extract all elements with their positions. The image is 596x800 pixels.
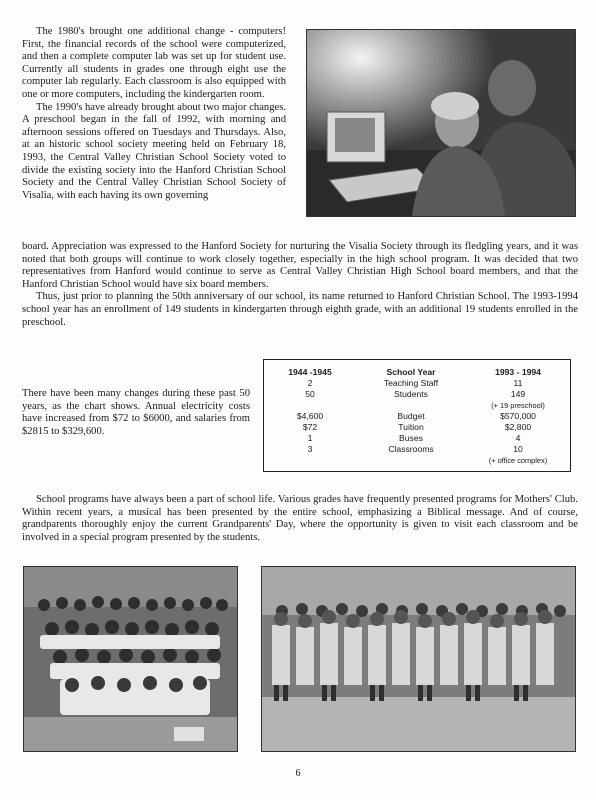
header-school-year: School Year (386, 367, 436, 377)
chart-cell-label (356, 455, 466, 466)
chart-cell-label: Buses (399, 433, 423, 443)
chart-cell-1993: (+ office complex) (488, 456, 548, 465)
chart-cell-1993: 11 (513, 378, 523, 388)
intro-column (22, 26, 286, 202)
chart-cell-1944: 2 (307, 378, 313, 388)
students-group-photo (261, 566, 576, 752)
paragraph-computers: The 1980's brought one additional change - computers! First, the financial records of the school were computerized, and then a complete computer lab was set up for student use. Currently all students in grades one through eight use the computer lab regularly. Each classroom is also equipped with one or more computers, including the kindergarten room. (22, 26, 286, 100)
chart-cell-1993: 10 (513, 444, 523, 454)
header-1993: 1993 - 1994 (495, 367, 541, 377)
chart-row (264, 389, 570, 400)
chart-cell-1993: 149 (510, 389, 526, 399)
paragraph-1990s: The 1990's have already brought about two major changes. A preschool began in the fall of 1992, with morning and afternoon sessions offered on Tuesdays and Thursdays. Also, at an historic school society meeting held on February 18, 1993, the Central Valley Christian School Society voted to divide the existing society into the Hanford Christian School Society and the Central Valley Christian School Society of Visalia, with each having its own governing (22, 101, 286, 201)
chart-cell-1944: 1 (307, 433, 313, 443)
paragraph-name-change: Thus, just prior to planning the 50th anniversary of our school, its name returned to Hanford Christian School. The 1993-1994 school year has an enrollment of 149 students in kindergarten through eighth grade, with an additional 19 students enrolled in the preschool. (22, 291, 578, 328)
governance-paragraph-continued (22, 241, 578, 329)
chart-row (264, 455, 570, 466)
chart-row (264, 444, 570, 455)
chart-cell-1944 (264, 400, 356, 411)
choir-photo (23, 566, 238, 752)
paragraph-board: board. Appreciation was expressed to the Hanford Society for nurturing the Visalia Society through its fledgling years, and it was noted that both groups will continue to work closely together, especially in the high school program. It was decided that two representatives from Hanford would continue to serve as Central Valley Christian High School board members, and that the Hanford Christian School would have six board members. (22, 241, 578, 290)
chart-cell-label: Students (394, 389, 428, 399)
chart-row (264, 411, 570, 422)
chart-cell-1944: 50 (305, 389, 315, 399)
chart-intro-paragraph: There have been many changes during these past 50 years, as the chart shows. Annual electricity costs have increased from $72 to $6000, and salaries from $2815 to $329,600. (22, 388, 250, 437)
chart-cell-label: Tuition (398, 422, 424, 432)
comparison-chart (263, 359, 571, 472)
computer-lab-photo (306, 29, 576, 217)
chart-cell-1993: (+ 19 preschool) (491, 401, 545, 410)
chart-cell-1993: $570,000 (500, 411, 536, 421)
chart-cell-1993: 4 (515, 433, 521, 443)
chart-cell-1944: $72 (302, 422, 318, 432)
paragraph-programs: School programs have always been a part of school life. Various grades have frequently presented programs for Mothers' Club. Within recent years, a musical has been presented by the entire school, emphasizing a Biblical message. And of course, grandparents thoroughly enjoy the current Grandparents' Day, where the opportunity is given to visit each classroom and be involved in a special program presented by the students. (22, 494, 578, 543)
chart-cell-label: Classrooms (388, 444, 434, 454)
comparison-table (264, 367, 570, 466)
chart-row (264, 422, 570, 433)
chart-intro-text (22, 388, 250, 438)
chart-row (264, 378, 570, 389)
chart-cell-1944 (264, 455, 356, 466)
page-number: 6 (295, 768, 301, 779)
chart-cell-label: Teaching Staff (383, 378, 439, 388)
chart-cell-1993: $2,800 (504, 422, 532, 432)
header-1944: 1944 -1945 (288, 367, 332, 377)
chart-row (264, 433, 570, 444)
chart-header-row (264, 367, 570, 378)
chart-cell-1944: $4,600 (296, 411, 324, 421)
chart-cell-label (356, 400, 466, 411)
chart-cell-label: Budget (397, 411, 425, 421)
chart-row (264, 400, 570, 411)
chart-cell-1944: 3 (307, 444, 313, 454)
programs-section (22, 494, 578, 544)
